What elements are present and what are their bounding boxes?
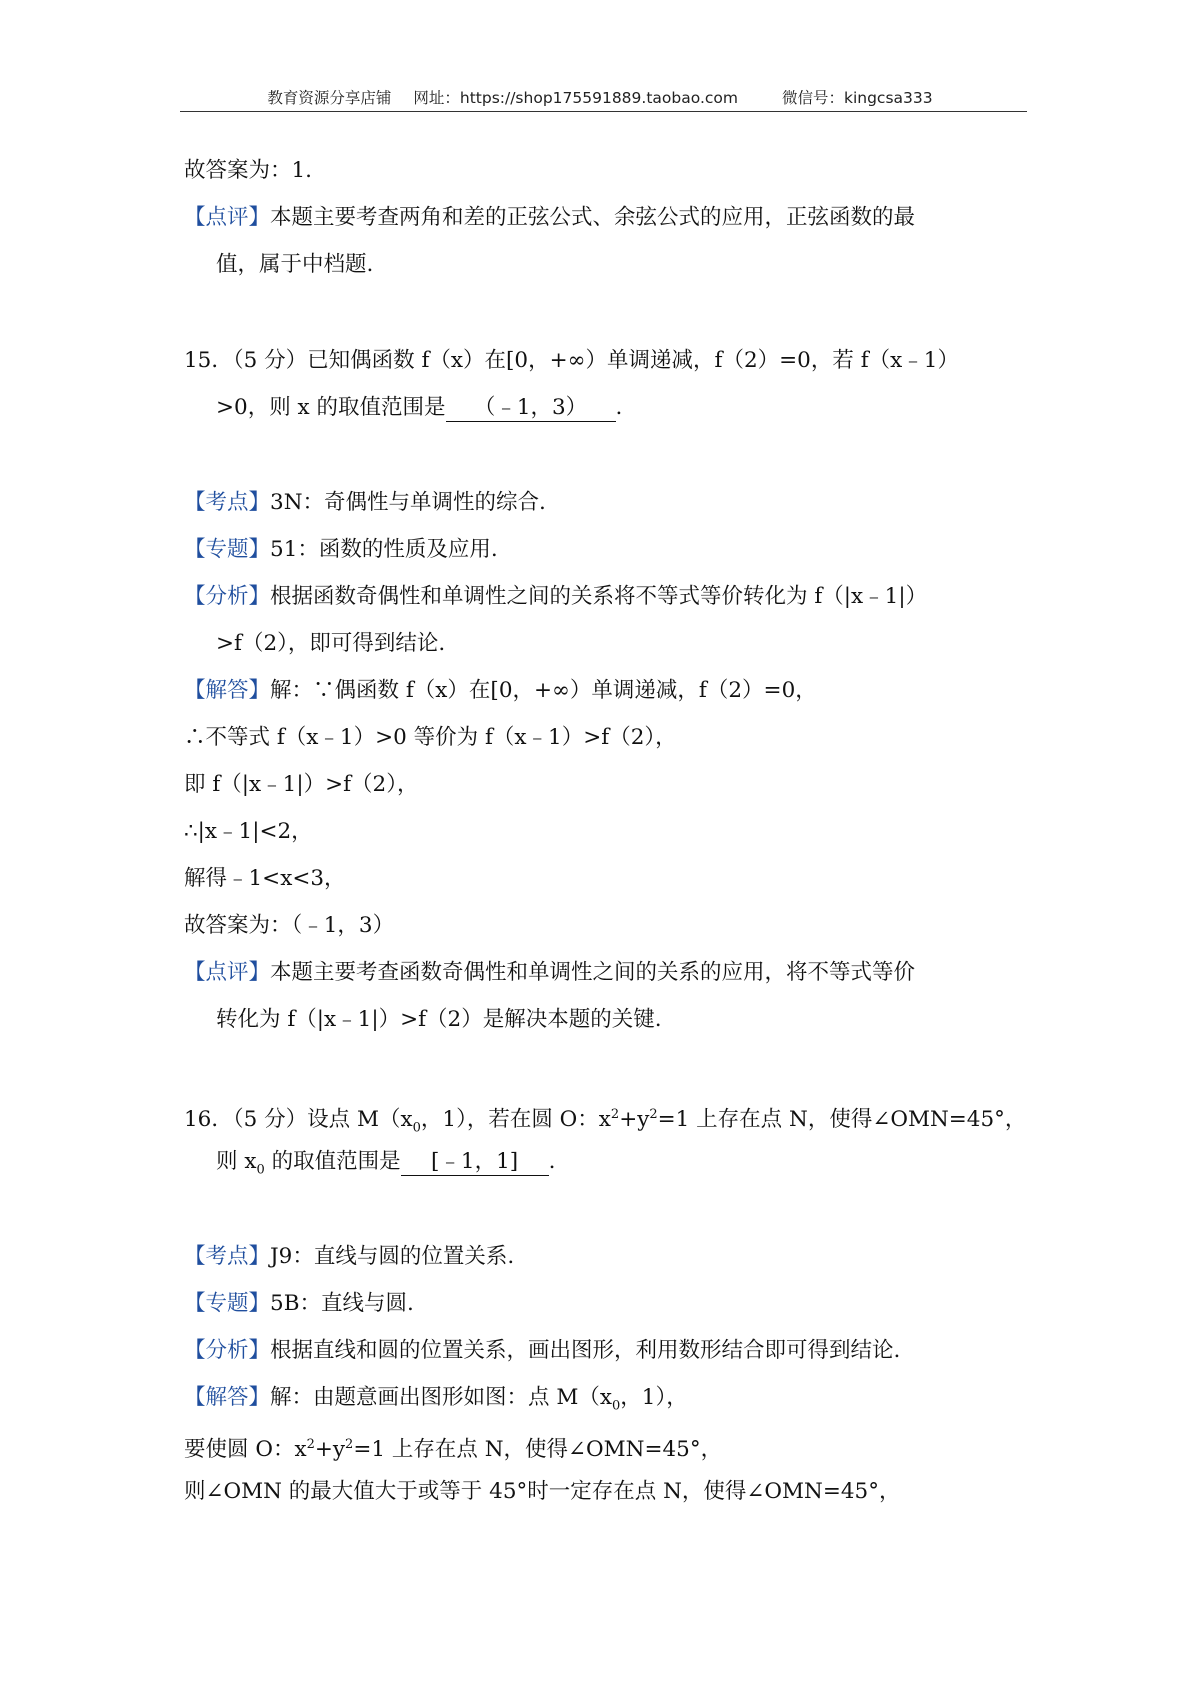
q16-jieda: 【解答】解：由题意画出图形如图：点 $M(x_0$，1），: [184, 1385, 688, 1414]
q15-solution-step-5: 故答案为：（﹣1，3）: [184, 913, 395, 938]
q15-jieda: 【解答】解：∵偶函数 f（x）在[0，+∞）单调递减，f（2）=0，: [184, 678, 817, 703]
q16-answer-blank: [﹣1，1]: [401, 1149, 549, 1176]
q16-stem-line-2: 则 $x_0$ 的取值范围是 [﹣1，1] .: [216, 1149, 556, 1178]
q16-kaodian: 【考点】J9：直线与圆的位置关系.: [184, 1244, 515, 1269]
prev-answer: 故答案为：1.: [184, 158, 313, 183]
q15-solution-step-3: ∴|x﹣1|<2，: [184, 819, 313, 844]
q15-solution-step-1: ∴不等式 f（x﹣1）>0 等价为 f（x﹣1）>f（2），: [184, 725, 677, 750]
header-shop: 教育资源分享店铺: [267, 89, 392, 107]
comment-tag: 【点评】: [184, 205, 271, 230]
q15-fenxi-line-2: >f（2），即可得到结论.: [216, 631, 446, 656]
q15-answer-blank: （﹣1，3）: [446, 395, 616, 422]
header-site: 网址：https://shop175591889.taobao.com: [413, 89, 738, 107]
q15-solution-step-2: 即 f（|x﹣1|）>f（2），: [184, 772, 419, 797]
q15-dianping-line-1: 【点评】本题主要考查函数奇偶性和单调性之间的关系的应用，将不等式等价: [184, 960, 916, 985]
prev-comment-line-1: 【点评】本题主要考查两角和差的正弦公式、余弦公式的应用，正弦函数的最: [184, 205, 916, 230]
q16-fenxi: 【分析】根据直线和圆的位置关系，画出图形，利用数形结合即可得到结论.: [184, 1338, 901, 1363]
page-header: [0, 86, 1200, 108]
q15-stem-line-1: 15．（5 分）已知偶函数 f（x）在[0，+∞）单调递减，f（2）=0，若 f（x﹣1）: [184, 348, 959, 373]
q16-stem-line-1: 16．（5 分）设点 $M(x_0$，1），若在圆 O：$x^2+y^2=1$ 上存在点 N，使得∠OMN=45°，: [184, 1107, 1027, 1136]
q16-solution-step-2: 则∠OMN 的最大值大于或等于 45°时一定存在点 N，使得∠OMN=45°，: [184, 1479, 901, 1504]
prev-comment-line-2: 值，属于中档题.: [216, 252, 374, 277]
header-wechat: 微信号：kingcsa333: [781, 89, 933, 107]
header-divider: [180, 111, 1027, 112]
q15-zhuanti: 【专题】51：函数的性质及应用.: [184, 537, 498, 562]
q15-fenxi-line-1: 【分析】根据函数奇偶性和单调性之间的关系将不等式等价转化为 f（|x﹣1|）: [184, 584, 928, 609]
q15-stem-line-2: >0，则 x 的取值范围是 （﹣1，3） .: [216, 395, 623, 420]
q16-zhuanti: 【专题】5B：直线与圆.: [184, 1291, 414, 1316]
q15-dianping-line-2: 转化为 f（|x﹣1|）>f（2）是解决本题的关键.: [216, 1007, 662, 1032]
q15-solution-step-4: 解得﹣1<x<3，: [184, 866, 346, 891]
q16-solution-step-1: 要使圆 O：$x^2+y^2=1$ 上存在点 N，使得∠OMN=45°，: [184, 1437, 723, 1463]
q15-kaodian: 【考点】3N：奇偶性与单调性的综合.: [184, 490, 546, 515]
